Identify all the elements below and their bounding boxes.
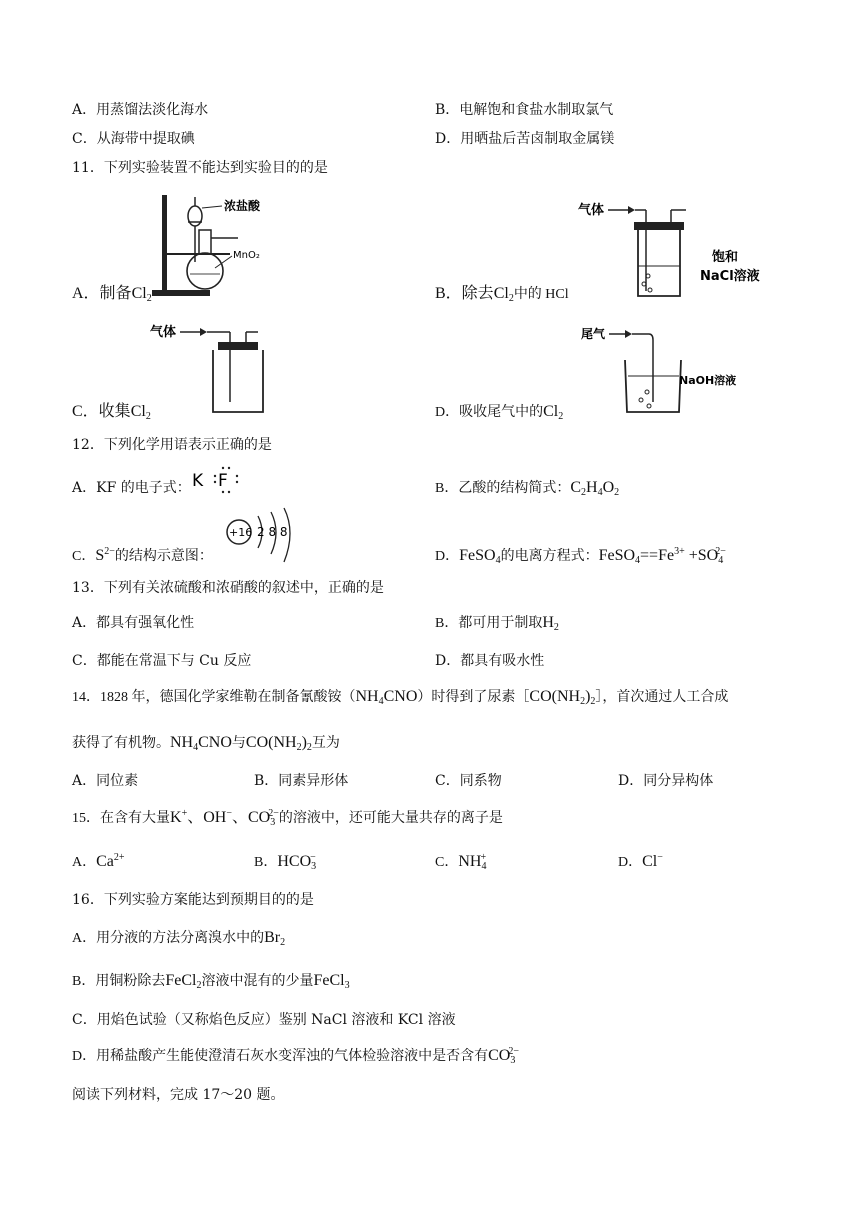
label-tail-gas: 尾气 [581, 327, 606, 341]
q14-option-d: D．同分异构体 [618, 773, 714, 789]
label-saturated: 饱和 [712, 250, 739, 265]
q16-stem: 16．下列实验方案能达到预期目的的是 [72, 892, 314, 908]
q13-option-b: B．都可用于制取$H_2$ [435, 614, 559, 633]
q10-option-a: A．用蒸馏法淡化海水 [72, 102, 209, 118]
label-concentrated-hcl: 浓盐酸 [224, 199, 261, 213]
q12-option-d: D．FeSO$_4$的电离方程式：$FeSO_4==Fe^{3+} +SO_4^{2-}$ [435, 546, 726, 566]
electron-shells: 2 8 8 [257, 525, 288, 539]
q14-stem-line2: 获得了有机物。$NH_4CNO$与$CO(NH_2)_2$互为 [72, 734, 340, 753]
q15-option-a: A．$Ca^{2+}$ [72, 852, 125, 870]
q15-option-b: B．$HCO_3^-$ [254, 852, 317, 872]
q16-option-c: C．用焰色试验（又称焰色反应）鉴别 NaCl 溶液和 KCl 溶液 [72, 1012, 456, 1028]
symbol-f: F [218, 471, 228, 491]
q11-option-c: C．收集$Cl_2$ [72, 403, 151, 422]
q15-option-d: D．Cl− [618, 852, 663, 870]
figure-tail-gas-absorber [581, 322, 737, 418]
q12-option-b: B．乙酸的结构简式：$C_2H_4O_2$ [435, 479, 620, 498]
q15-stem: 15．在含有大量K+、OH−、$CO_3^{2-}$的溶液中，还可能大量共存的离子是 [72, 808, 503, 828]
q16-option-a: A．用分液的方法分离溴水中的$Br_2$ [72, 929, 286, 948]
label-naoh-solution: NaOH溶液 [679, 374, 737, 387]
reading-instruction: 阅读下列材料，完成 17～20 题。 [72, 1087, 285, 1103]
q11-stem: 11．下列实验装置不能达到实验目的的是 [72, 160, 328, 176]
label-gas-in: 气体 [578, 203, 605, 218]
q12-option-a: A．KF 的电子式： [72, 480, 191, 496]
q16-option-d: D．用稀盐酸产生能使澄清石灰水变浑浊的气体检验溶液中是否含有$CO_3^{2-}$ [72, 1046, 519, 1066]
figure-gas-washing-bottle [578, 196, 778, 301]
q13-option-c: C．都能在常温下与 Cu 反应 [72, 653, 252, 669]
q11-option-b: B．除去$Cl_2$中的 HCl [435, 285, 569, 304]
q13-option-a: A．都具有强氧化性 [72, 615, 195, 631]
q14-option-b: B．同素异形体 [254, 773, 349, 789]
q14-stem-line1: 14．1828 年，德国化学家维勒在制备氰酸铵$(NH_4CNO)$时得到了尿素$[CO(NH_2)_2]$，首次通过人工合成 [72, 688, 729, 707]
figure-chlorine-generator [150, 192, 290, 302]
q12-option-c: C．$S^{2-}$的结构示意图： [72, 546, 213, 564]
q14-option-a: A．同位素 [72, 773, 139, 789]
q10-option-d: D．用晒盐后苦卤制取金属镁 [435, 131, 615, 147]
q15-option-c: C．$NH_4^+$ [435, 852, 487, 872]
q10-option-b: B．电解饱和食盐水制取氯气 [435, 102, 614, 118]
label-gas-in: 气体 [150, 325, 177, 340]
q12-stem: 12．下列化学用语表示正确的是 [72, 437, 272, 453]
symbol-k: K [192, 471, 204, 491]
label-nacl-solution: NaCl溶液 [700, 269, 760, 284]
q10-option-c: C．从海带中提取碘 [72, 131, 195, 147]
figure-kf-electron-formula [188, 464, 244, 498]
nucleus-charge: +16 [229, 526, 253, 539]
q14-option-c: C．同系物 [435, 773, 502, 789]
q11-option-a: A．制备$Cl_2$ [72, 285, 152, 304]
figure-gas-collecting-bottle [150, 318, 270, 416]
q11-option-d: D．吸收尾气中的$Cl_2$ [435, 403, 564, 422]
figure-s2-structure-diagram [224, 508, 304, 568]
q16-option-b: B．用铜粉除去FeCl$_2$溶液中混有的少量FeCl$_3$ [72, 972, 350, 991]
q13-stem: 13．下列有关浓硫酸和浓硝酸的叙述中，正确的是 [72, 580, 384, 596]
label-mno2: MnO₂ [233, 250, 260, 261]
q13-option-d: D．都具有吸水性 [435, 653, 545, 669]
